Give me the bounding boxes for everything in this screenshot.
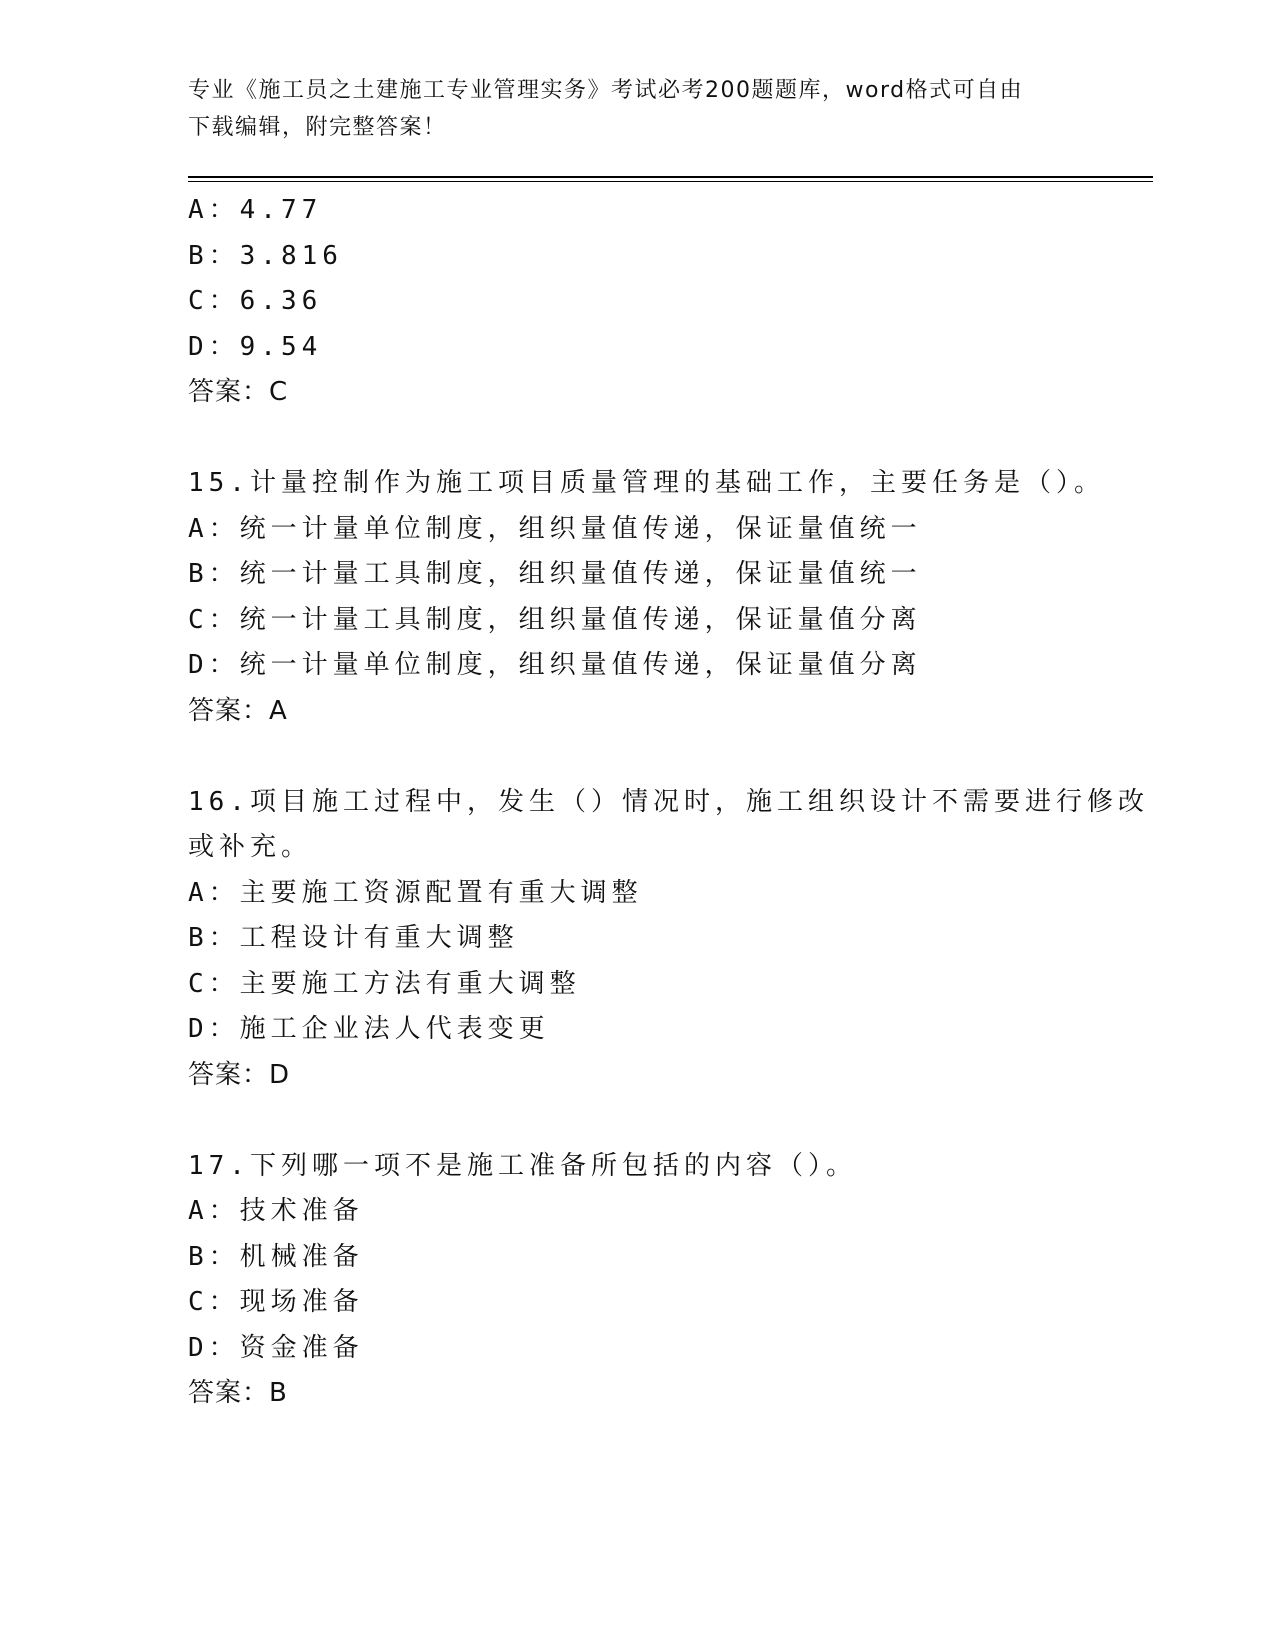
header-divider-thick	[188, 176, 1153, 178]
option-a: A：统一计量单位制度，组织量值传递，保证量值统一	[188, 513, 922, 544]
question-block-14	[188, 188, 1088, 416]
option-c: C：主要施工方法有重大调整	[188, 968, 581, 999]
answer-line: 答案：C	[188, 377, 289, 407]
option-c: C：统一计量工具制度，组织量值传递，保证量值分离	[188, 604, 922, 635]
option-b: B：统一计量工具制度，组织量值传递，保证量值统一	[188, 559, 922, 589]
question-text-line-2: 或补充。	[188, 832, 313, 862]
spacer	[188, 1098, 1088, 1144]
question-text-line-1: 16.项目施工过程中，发生（）情况时，施工组织设计不需要进行修改	[188, 786, 1149, 817]
spacer	[188, 416, 1088, 462]
question-block-15	[188, 461, 1105, 734]
option-a: A：技术准备	[188, 1196, 364, 1226]
answer-line: 答案：B	[188, 1378, 288, 1408]
option-d: D：9.54	[188, 331, 323, 362]
option-c: C：6.36	[188, 286, 323, 316]
option-d: D：施工企业法人代表变更	[188, 1014, 550, 1044]
header-divider-thin	[188, 181, 1153, 182]
option-c: C：现场准备	[188, 1287, 364, 1317]
option-b: B：3.816	[188, 240, 343, 271]
header-line-1: 专业《施工员之土建施工专业管理实务》考试必考200题题库，word格式可自由	[188, 78, 1024, 103]
question-text: 17.下列哪一项不是施工准备所包括的内容（）。	[188, 1150, 857, 1181]
document-header	[188, 72, 1068, 146]
answer-line: 答案：D	[188, 1059, 291, 1090]
question-text: 15.计量控制作为施工项目质量管理的基础工作，主要任务是（）。	[188, 468, 1105, 498]
option-a: A：4.77	[188, 195, 323, 225]
option-b: B：机械准备	[188, 1241, 364, 1272]
spacer	[188, 734, 1088, 780]
header-line-2: 下载编辑，附完整答案！	[188, 115, 447, 140]
option-d: D：资金准备	[188, 1332, 364, 1363]
option-b: B：工程设计有重大调整	[188, 923, 519, 953]
option-d: D：统一计量单位制度，组织量值传递，保证量值分离	[188, 650, 922, 680]
question-list	[188, 188, 1149, 1417]
option-a: A：主要施工资源配置有重大调整	[188, 877, 643, 908]
answer-line: 答案：A	[188, 695, 288, 726]
question-block-16	[188, 780, 1149, 1099]
question-block-17	[188, 1144, 1088, 1417]
